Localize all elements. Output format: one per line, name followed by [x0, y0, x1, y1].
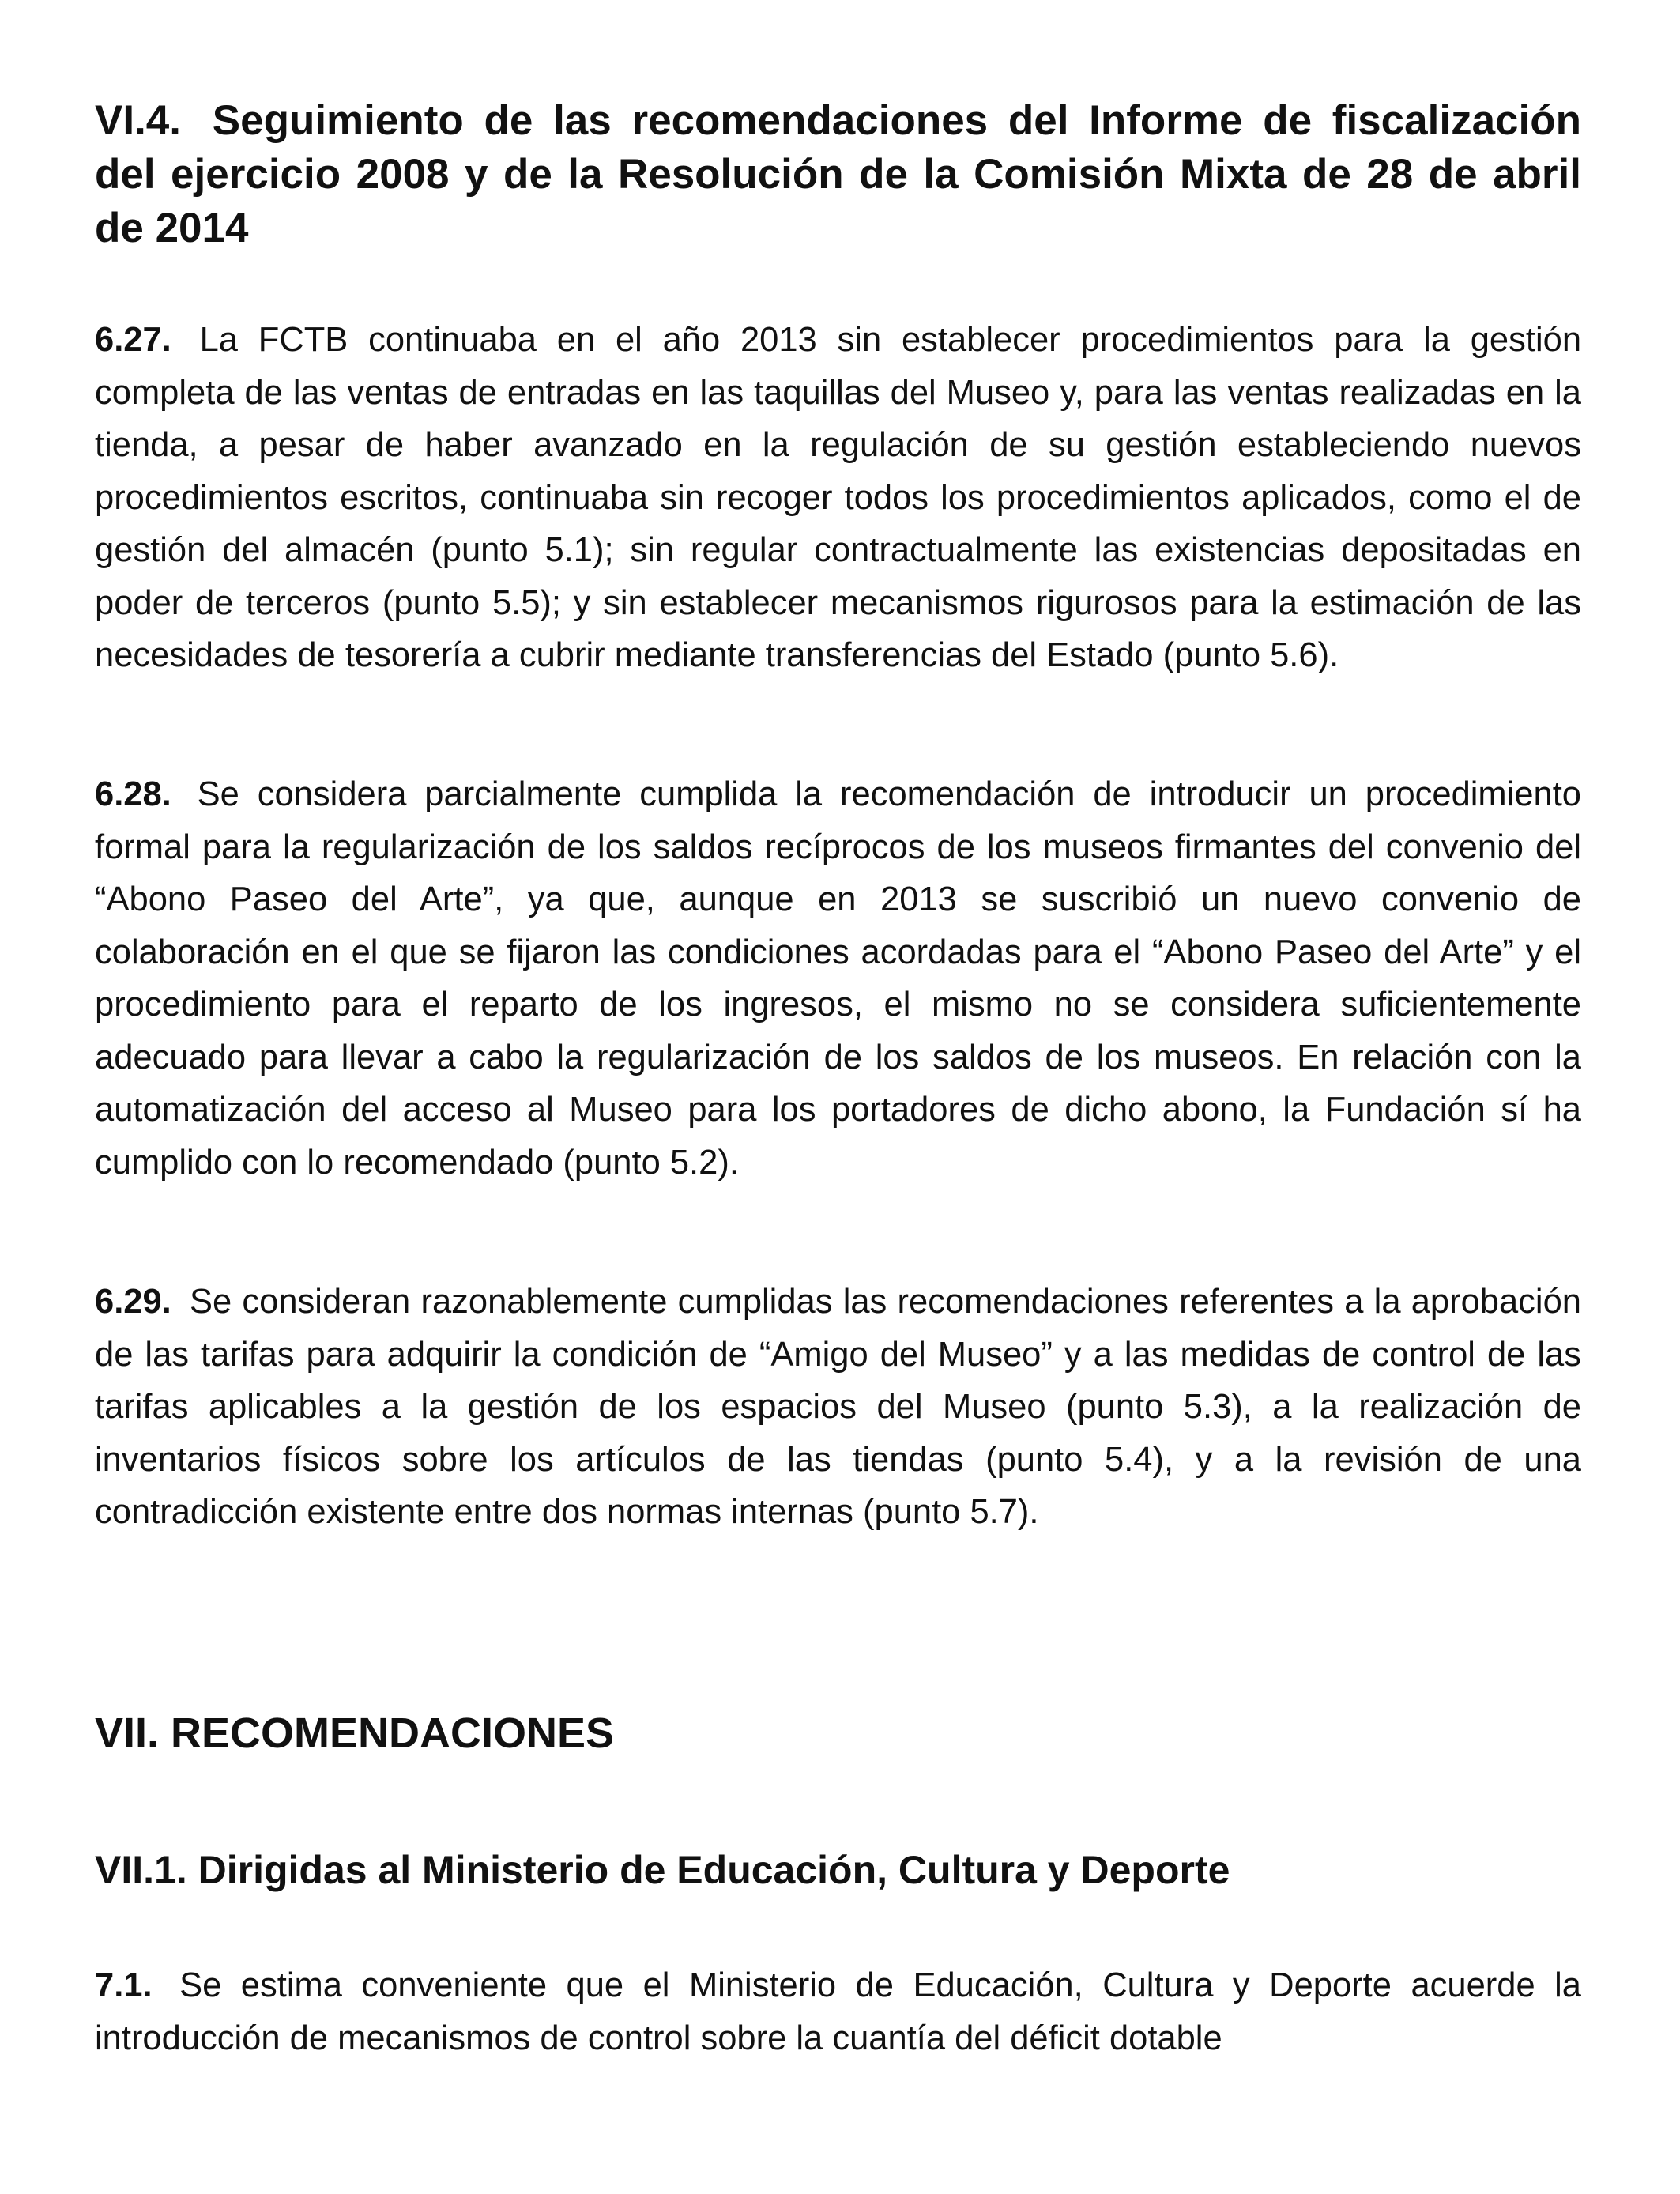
- paragraph-7-1: [95, 1959, 1581, 2064]
- paragraph-number: 6.28.: [95, 775, 171, 813]
- paragraph-number: 6.29.: [95, 1283, 171, 1321]
- section-title: Seguimiento de las recomendaciones del Informe de fiscalización del ejercicio 2008 y de la Resolución de la Comisión Mixta de 28 de abril de 2014: [95, 97, 1581, 251]
- paragraph-text: La FCTB continuaba en el año 2013 sin establecer procedimientos para la gestión completa de las ventas de entradas en las taquillas del Museo y, para las ventas realizadas en la tienda, a pesar de haber avanzado en la regulación de su gestión estableciendo nuevos procedimientos escritos, continuaba sin recoger todos los procedimientos aplicados, como el de gestión del almacén (punto 5.1); sin regular contractualmente las existencias depositadas en poder de terceros (punto 5.5); y sin establecer mecanismos rigurosos para la estimación de las necesidades de tesorería a cubrir mediante transferencias del Estado (punto 5.6).: [95, 321, 1582, 674]
- paragraph-number: 6.27.: [95, 321, 171, 359]
- paragraph-number: 7.1.: [95, 1966, 153, 2004]
- section-number: VI.4.: [95, 97, 182, 144]
- section-heading-vi4: [95, 94, 1581, 255]
- paragraph-6-27: [95, 314, 1581, 682]
- paragraph-text: Se consideran razonablemente cumplidas las recomendaciones referentes a la aprobación de las tarifas para adquirir la condición de “Amigo del Museo” y a las medidas de control de las tarifas aplicables a la gestión de los espacios del Museo (punto 5.3), a la realización de inventarios físicos sobre los artículos de las tiendas (punto 5.4), y a la revisión de una contradicción existente entre dos normas internas (punto 5.7).: [95, 1283, 1581, 1531]
- section-heading-vii1: VII.1. Dirigidas al Ministerio de Educación, Cultura y Deporte: [95, 1848, 1230, 1892]
- paragraph-text: Se estima conveniente que el Ministerio de Educación, Cultura y Deporte acuerde la introducción de mecanismos de control sobre la cuantía del déficit dotable: [95, 1966, 1582, 2057]
- paragraph-text: Se considera parcialmente cumplida la recomendación de introducir un procedimiento formal para la regularización de los saldos recíprocos de los museos firmantes del convenio del “Abono Paseo del Arte”, ya que, aunque en 2013 se suscribió un nuevo convenio de colaboración en el que se fijaron las condiciones acordadas para el “Abono Paseo del Arte” y el procedimiento para el reparto de los ingresos, el mismo no se considera suficientemente adecuado para llevar a cabo la regularización de los saldos de los museos. En relación con la automatización del acceso al Museo para los portadores de dicho abono, la Fundación sí ha cumplido con lo recomendado (punto 5.2).: [95, 775, 1581, 1182]
- paragraph-6-29: [95, 1276, 1581, 1539]
- section-heading-vii: VII. RECOMENDACIONES: [95, 1710, 615, 1757]
- paragraph-6-28: [95, 768, 1581, 1189]
